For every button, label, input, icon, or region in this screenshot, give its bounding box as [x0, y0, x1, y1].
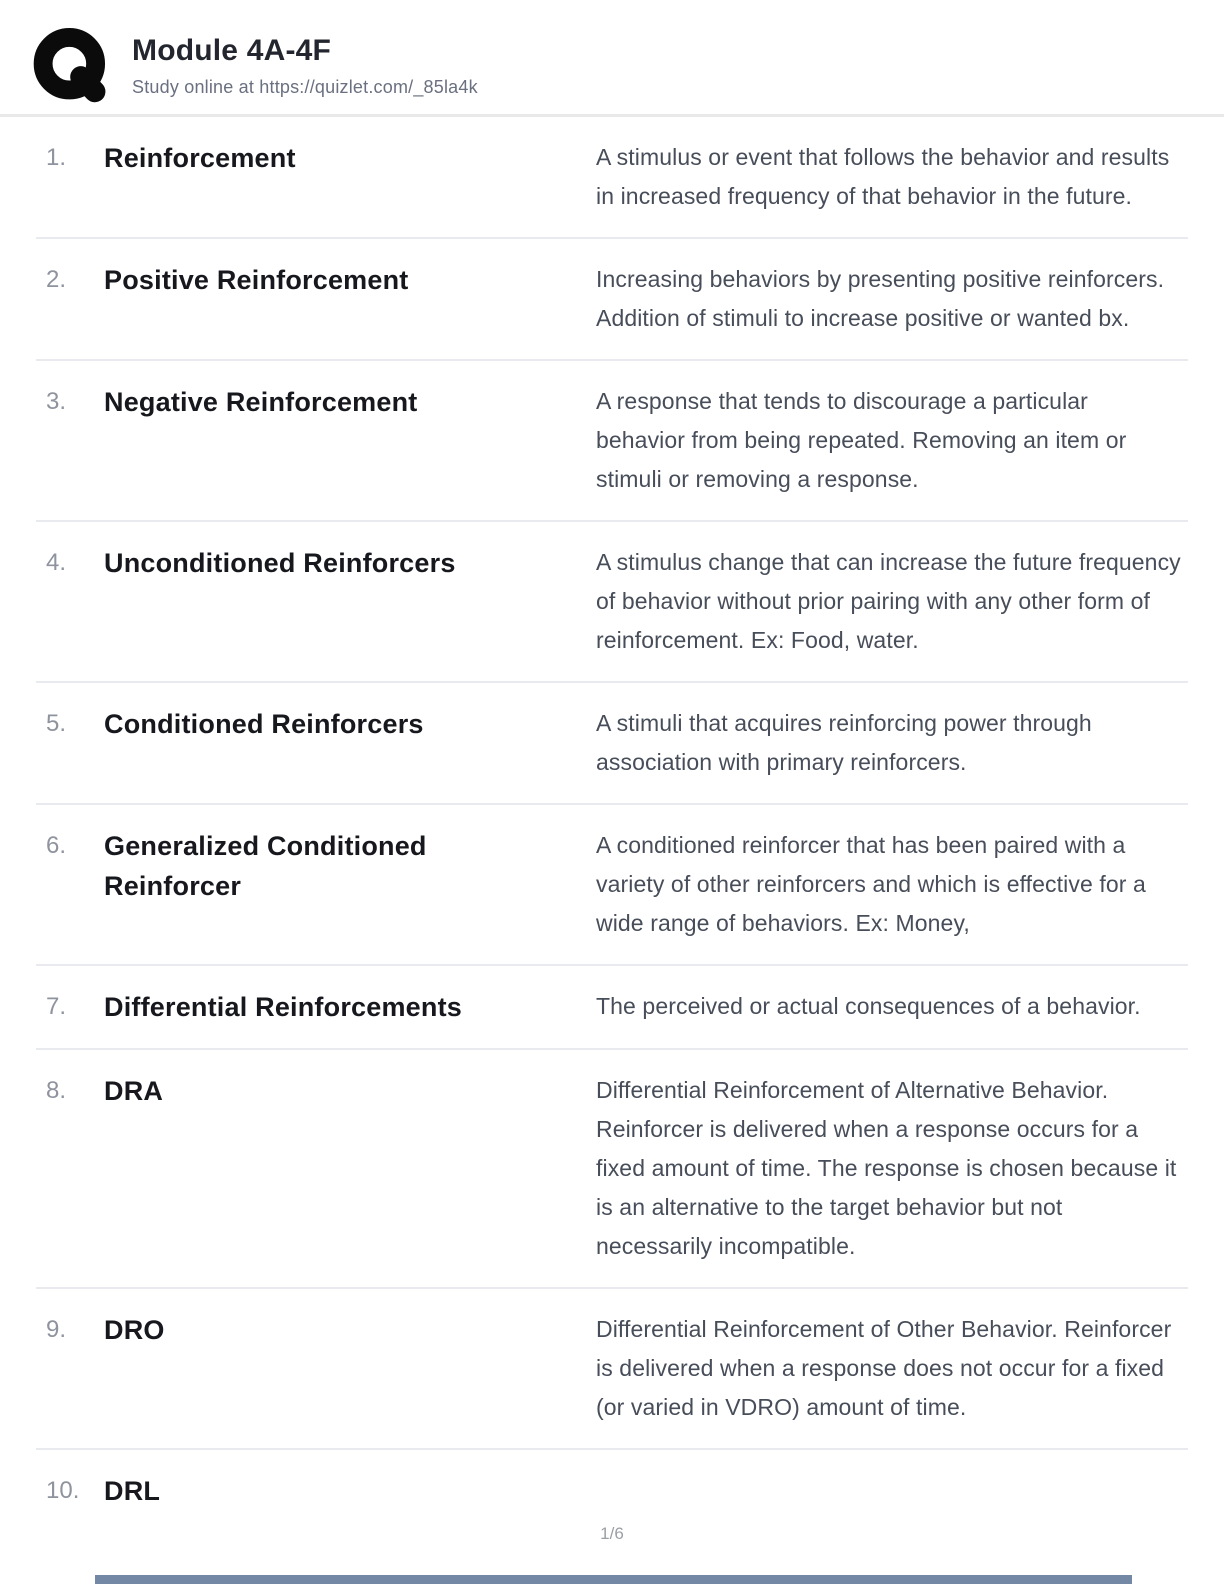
- quizlet-q-logo-icon: [30, 26, 112, 108]
- term-label: DRO: [104, 1315, 165, 1345]
- term-number: 3.: [46, 388, 67, 415]
- term-row: [36, 1450, 1188, 1532]
- term-definition: A stimulus or event that follows the behavior and results in increased frequency of that behavior in the future.: [596, 144, 1170, 209]
- term-row: [36, 239, 1188, 361]
- term-label: Reinforcement: [104, 143, 296, 173]
- term-definition: [596, 1471, 1188, 1511]
- term-label: Generalized Conditioned Reinforcer: [104, 831, 427, 901]
- term-row: [36, 966, 1188, 1050]
- accent-bar: [95, 1575, 1132, 1584]
- term-definition: Differential Reinforcement of Alternative Behavior. Reinforcer is delivered when a response occurs for a fixed amount of time. The response is chosen because it is an alternative to the target behavior but not necessarily incompatible.: [596, 1077, 1177, 1259]
- term-number: 8.: [46, 1077, 67, 1104]
- term-definition: A stimuli that acquires reinforcing power through association with primary reinforcers.: [596, 710, 1092, 775]
- term-definition: Increasing behaviors by presenting positive reinforcers. Addition of stimuli to increase positive or wanted bx.: [596, 266, 1165, 331]
- term-number: 6.: [46, 832, 67, 859]
- term-row: [36, 805, 1188, 966]
- term-label: Unconditioned Reinforcers: [104, 548, 456, 578]
- term-label: Conditioned Reinforcers: [104, 709, 424, 739]
- term-list: [36, 117, 1188, 1532]
- term-number: 5.: [46, 710, 67, 737]
- study-online-url: Study online at https://quizlet.com/_85la4k: [132, 77, 478, 97]
- term-number: 7.: [46, 993, 67, 1020]
- term-label: DRL: [104, 1476, 161, 1506]
- page-title: Module 4A-4F: [132, 34, 332, 67]
- term-definition: A conditioned reinforcer that has been paired with a variety of other reinforcers and which is effective for a wide range of behaviors. Ex: Money,: [596, 832, 1146, 936]
- term-label: DRA: [104, 1076, 164, 1106]
- term-number: 4.: [46, 549, 67, 576]
- term-definition: A response that tends to discourage a particular behavior from being repeated. Removing an item or stimuli or removing a response.: [596, 388, 1127, 492]
- term-row: [36, 683, 1188, 805]
- term-label: Negative Reinforcement: [104, 387, 418, 417]
- term-number: 9.: [46, 1316, 67, 1343]
- term-row: [36, 117, 1188, 239]
- term-label: Positive Reinforcement: [104, 265, 409, 295]
- page-header: [0, 0, 1224, 117]
- term-row: [36, 1050, 1188, 1289]
- page-indicator: 1/6: [600, 1524, 624, 1543]
- term-definition: Differential Reinforcement of Other Behavior. Reinforcer is delivered when a response does not occur for a fixed (or varied in VDRO) amount of time.: [596, 1316, 1172, 1420]
- term-number: 10.: [46, 1477, 80, 1504]
- term-definition: The perceived or actual consequences of a behavior.: [596, 993, 1141, 1019]
- term-label: Differential Reinforcements: [104, 992, 462, 1022]
- term-number: 2.: [46, 266, 67, 293]
- term-row: [36, 1289, 1188, 1450]
- term-number: 1.: [46, 144, 67, 171]
- header-text: [132, 28, 478, 98]
- term-row: [36, 522, 1188, 683]
- term-row: [36, 361, 1188, 522]
- term-definition: A stimulus change that can increase the future frequency of behavior without prior pairing with any other form of reinforcement. Ex: Food, water.: [596, 549, 1181, 653]
